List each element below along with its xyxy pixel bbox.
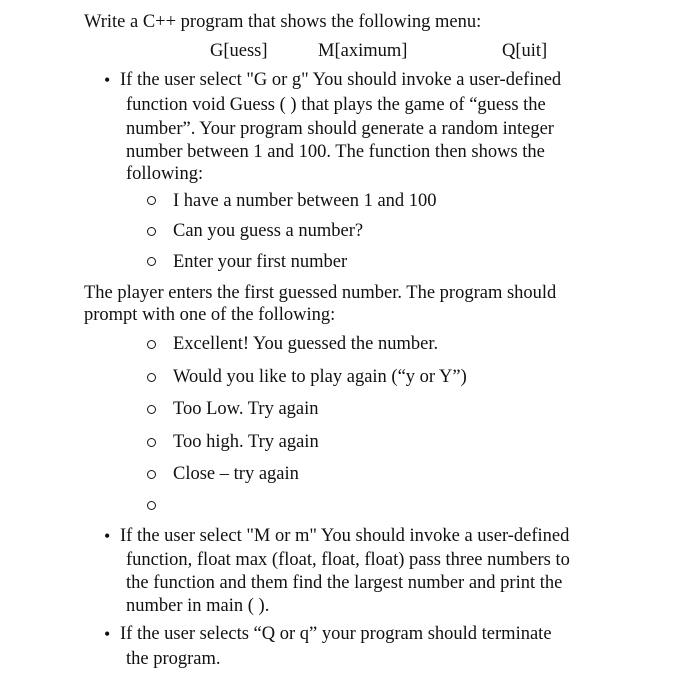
sub-item: Can you guess a number? [173, 221, 364, 241]
intro-text: Write a C++ program that shows the following menu: [84, 12, 482, 32]
bullet2-line: If the user select "M or m" You should invoke a user-defined [120, 526, 570, 546]
circle-bullet-icon [147, 196, 156, 205]
bullet1-line: following: [126, 164, 204, 184]
circle-bullet-icon [147, 373, 156, 382]
bullet2-line: the function and them find the largest number and print the [126, 573, 563, 593]
sub-item: Too high. Try again [173, 432, 319, 452]
sub-item: I have a number between 1 and 100 [173, 191, 437, 211]
sub-item: Would you like to play again (“y or Y”) [173, 367, 467, 387]
bullet-marker: • [104, 624, 111, 644]
bullet2-line: number in main ( ). [126, 596, 270, 616]
sub-item: Close – try again [173, 464, 299, 484]
circle-bullet-icon [147, 501, 156, 510]
circle-bullet-icon [147, 438, 156, 447]
sub-item: Too Low. Try again [173, 399, 319, 419]
bullet-marker: • [104, 70, 111, 90]
bullet1-line: If the user select "G or g" You should invoke a user-defined [120, 70, 562, 90]
menu-item-maximum: M[aximum] [318, 41, 408, 61]
circle-bullet-icon [147, 227, 156, 236]
circle-bullet-icon [147, 257, 156, 266]
bullet1-line: number”. Your program should generate a random integer [126, 119, 554, 139]
bullet3-line: If the user selects “Q or q” your program should terminate [120, 624, 552, 644]
bullet3-line: the program. [126, 649, 221, 669]
circle-bullet-icon [147, 340, 156, 349]
bullet1-line: number between 1 and 100. The function then shows the [126, 142, 545, 162]
menu-item-quit: Q[uit] [502, 41, 548, 61]
bullet2-line: function, float max (float, float, float) pass three numbers to [126, 550, 570, 570]
para-line: The player enters the first guessed number. The program should [84, 283, 557, 303]
circle-bullet-icon [147, 470, 156, 479]
sub-item: Enter your first number [173, 252, 348, 272]
bullet-marker: • [104, 526, 111, 546]
bullet1-line: function void Guess ( ) that plays the game of “guess the [126, 95, 546, 115]
sub-item: Excellent! You guessed the number. [173, 334, 439, 354]
menu-item-guess: G[uess] [210, 41, 268, 61]
circle-bullet-icon [147, 405, 156, 414]
para-line: prompt with one of the following: [84, 305, 336, 325]
